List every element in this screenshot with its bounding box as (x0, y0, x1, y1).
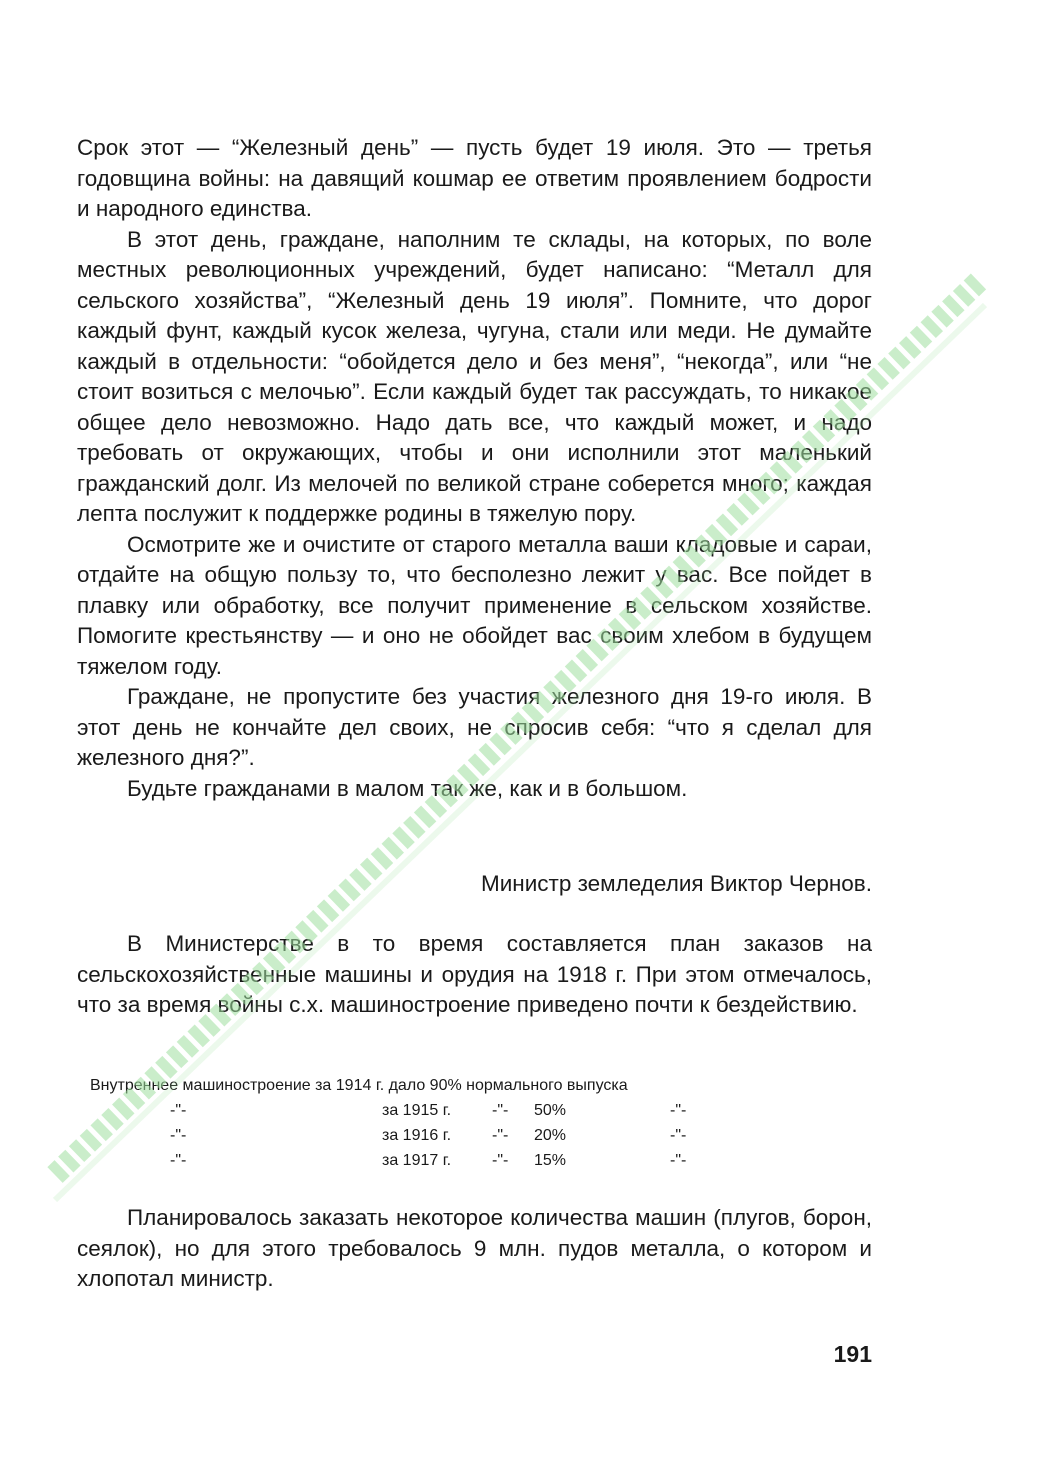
ditto-mark: -"- (670, 1102, 687, 1119)
ditto-mark: -"- (670, 1127, 687, 1144)
ditto-mark: -"- (492, 1152, 509, 1169)
paragraph-citizens: Граждане, не пропустите без участия железного дня 19-го июля. В этот день не кончайте дел своих, не спросив себя: “что я сделал для железного дня?”. (77, 684, 872, 770)
percent-cell: 20% (534, 1127, 567, 1144)
paragraph-iron-day: Срок этот — “Железный день” — пусть будет 19 июля. Это — третья годовщина войны: на давящий кошмар ее ответим проявлением бодрости и народного единства. (77, 135, 872, 221)
signature: Министр земледелия Виктор Чернов. (480, 871, 872, 896)
table-row (90, 1148, 810, 1173)
percent-cell: 15% (534, 1152, 567, 1169)
plan-section (77, 1203, 872, 1295)
page-number: 191 (833, 1341, 872, 1367)
ditto-mark: -"- (492, 1102, 509, 1119)
year-cell: за 1917 г. (382, 1152, 452, 1169)
table-header: Внутреннее машиностроение за 1914 г. дало 90% нормального выпуска (90, 1077, 628, 1094)
table-row (90, 1123, 810, 1148)
paragraph-warehouses: В этот день, граждане, наполним те склады, на которых, по воле местных революционных учреждений, будет написано: “Металл для сельского хозяйства”, “Железный день 19 июля”. Помните, что дорог каждый фунт, каждый кусок железа, чугуна, стали или меди. Не думайте каждый в отдельности: “обойдется дело и без меня”, “некогда”, или “не стоит возиться с мелочью”. Если каждый будет так рассуждать, то никакое общее дело невозможно. Надо дать все, что каждый может, и надо требовать от окружающих, чтобы и они исполнили этот маленький гражданский долг. Из мелочей по великой стране соберется много; каждая лепта послужит к поддержке родины в тяжелую пору. (77, 226, 872, 526)
ditto-mark: -"- (492, 1127, 509, 1144)
ditto-mark: -"- (170, 1152, 187, 1169)
table-row (90, 1098, 810, 1123)
letter-body (77, 133, 872, 804)
ditto-mark: -"- (670, 1152, 687, 1169)
paragraph-ministry: В Министерстве в то время составляется план заказов на сельскохозяйственные машины и орудия на 1918 г. При этом отмечалось, что за время войны с.х. машиностроение приведено почти к бездействию. (77, 931, 872, 1017)
paragraph-clean-metal: Осмотрите же и очистите от старого металла ваши кладовые и сараи, отдайте на общую пользу то, что бесполезно лежит у вас. Все пойдет в плавку или обработку, все получит применение в сельском хозяйстве. Помогите крестьянству — и оно не обойдет вас своим хлебом в будущем тяжелом году. (77, 531, 872, 679)
ditto-mark: -"- (170, 1127, 187, 1144)
ditto-mark: -"- (170, 1102, 187, 1119)
paragraph-plan: Планировалось заказать некоторое количества машин (плугов, борон, сеялок), но для этого требовалось 9 млн. пудов металла, о котором и хлопотал министр. (77, 1205, 872, 1291)
ministry-section (77, 929, 872, 1021)
production-table (90, 1073, 810, 1173)
paragraph-be-citizens: Будьте гражданами в малом так же, как и в большом. (127, 775, 688, 801)
year-cell: за 1916 г. (382, 1127, 452, 1144)
year-cell: за 1915 г. (382, 1102, 452, 1119)
percent-cell: 50% (534, 1102, 567, 1119)
